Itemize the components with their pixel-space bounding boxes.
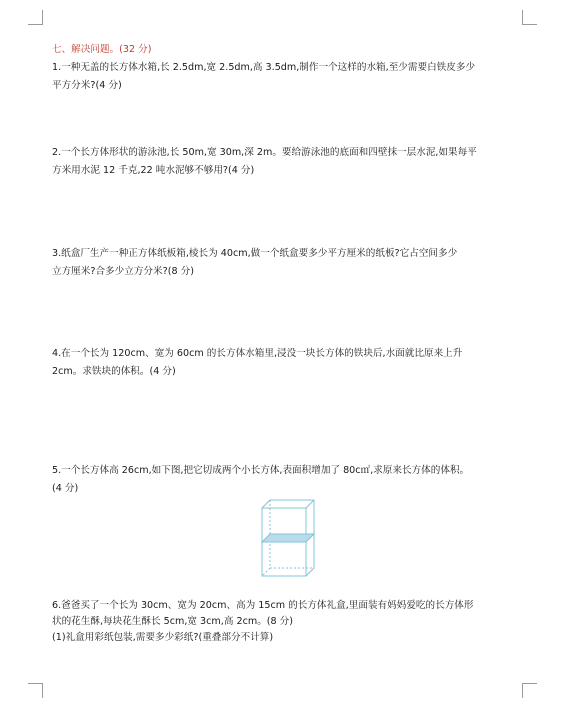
question-5-line-1: 5.一个长方体高 26cm,如下图,把它切成两个小长方体,表面积增加了 80c㎡,求原来长方体的体积。	[52, 465, 470, 476]
question-4-line-2: 2cm。求铁块的体积。(4 分)	[52, 366, 176, 377]
question-1-line-1: 1.一种无盖的长方体水箱,长 2.5dm,宽 2.5dm,高 3.5dm,制作一个这样的水箱,至少需要白铁皮多少	[52, 62, 476, 73]
question-2-line-2: 方米用水泥 12 千克,22 吨水泥够不够用?(4 分)	[52, 165, 255, 176]
question-6-line-1: 6.爸爸买了一个长为 30cm、宽为 20cm、高为 15cm 的长方体礼盒,里面装有妈妈爱吃的长方体形	[52, 600, 474, 611]
question-3-line-2: 立方厘米?合多少立方分米?(8 分)	[52, 266, 194, 277]
cut-plane	[262, 534, 314, 542]
question-2-line-1: 2.一个长方体形状的游泳池,长 50m,宽 30m,深 2m。要给游泳池的底面和四壁抹一层水泥,如果每平	[52, 147, 477, 158]
question-6-line-2: 状的花生酥,每块花生酥长 5cm,宽 3cm,高 2cm。(8 分)	[52, 616, 294, 627]
question-5-line-2: (4 分)	[52, 483, 79, 494]
question-4-line-1: 4.在一个长为 120cm、宽为 60cm 的长方体水箱里,浸没一块长方体的铁块后,水面就比原来上升	[52, 348, 463, 359]
page-corner-bottom-left	[28, 683, 43, 698]
question-3-line-1: 3.纸盒厂生产一种正方体纸板箱,棱长为 40cm,做一个纸盒要多少平方厘米的纸板?它占空间多少	[52, 248, 458, 259]
page-corner-top-left	[28, 10, 43, 25]
page-corner-top-right	[522, 10, 537, 25]
question-6-subquestion-1: (1)礼盒用彩纸包装,需要多少彩纸?(重叠部分不计算)	[52, 632, 274, 643]
cuboid-cut-figure	[250, 494, 320, 580]
question-1-line-2: 平方分米?(4 分)	[52, 80, 122, 91]
section-heading: 七、解决问题。(32 分)	[52, 44, 152, 55]
page-corner-bottom-right	[522, 683, 537, 698]
